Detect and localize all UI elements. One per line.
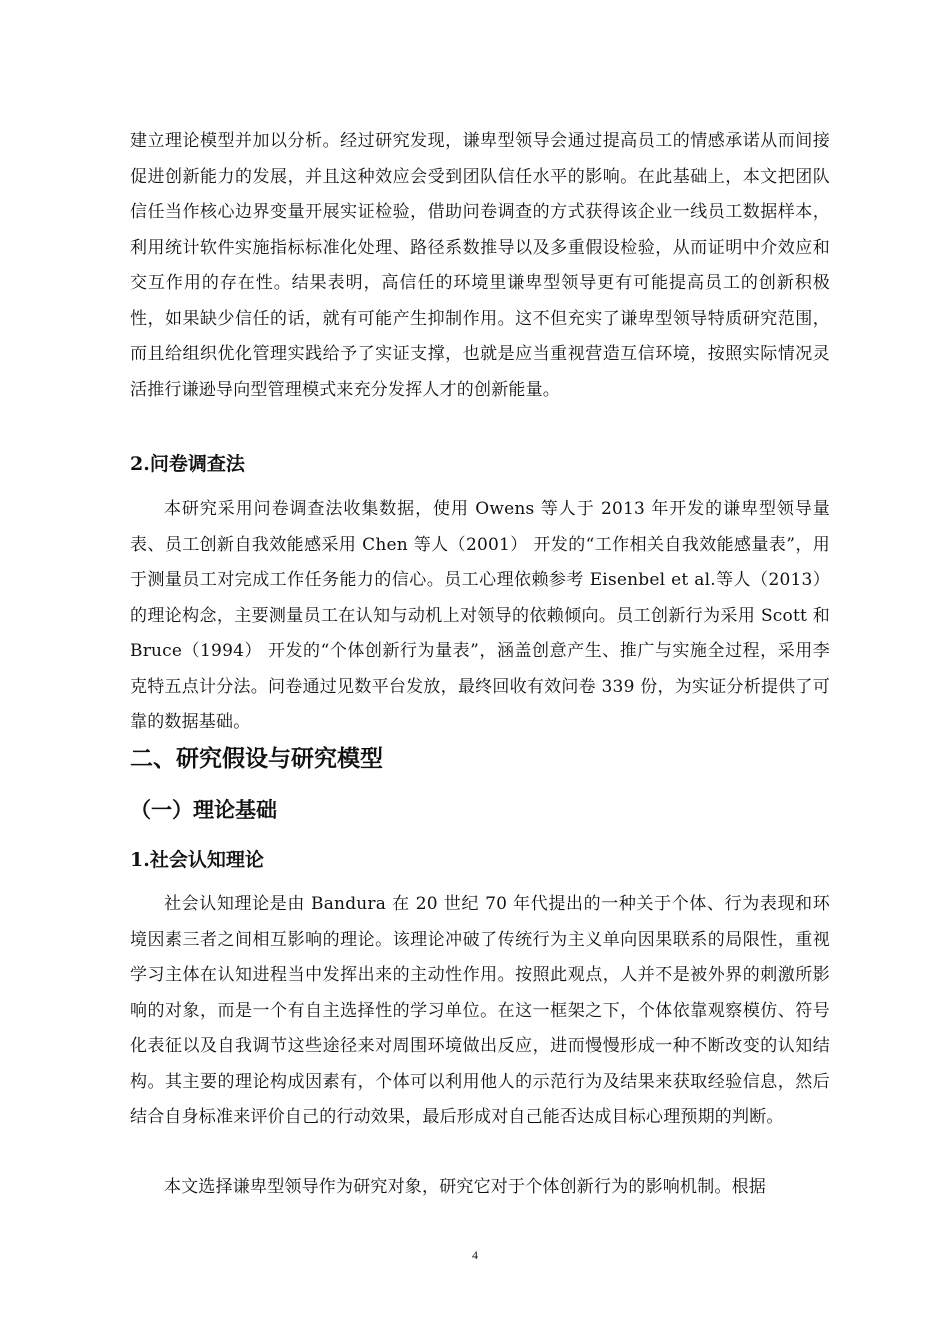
heading-theory-basis: （一）理论基础 [130,797,277,822]
heading-questionnaire-method: 2.问卷调查法 [130,453,245,475]
paragraph-research-object: 本文选择谦卑型领导作为研究对象，研究它对于个体创新行为的影响机制。根据 [164,1177,766,1197]
paragraph-social-cognitive: 社会认知理论是由 Bandura 在 20 世纪 70 年代提出的一种关于个体、行为表现和环境因素三者之间相互影响的理论。该理论冲破了传统行为主义单向因果联系的局限性，重视学习主体在认知进程当中发挥出来的主动性作用。按照此观点，人并不是被外界的刺激所影响的对象，而是一个有自主选择性的学习单位。在这一框架之下，个体依靠观察模仿、符号化表征以及自我调节这些途径来对周围环境做出反应，进而慢慢形成一种不断改变的认知结构。其主要的理论构成因素有，个体可以利用他人的示范行为及结果来获取经验信息，然后结合自身标准来评价自己的行动效果，最后形成对自己能否达成目标心理预期的判断。 [130,894,830,1127]
heading-social-cognitive-theory: 1.社会认知理论 [130,849,264,871]
paragraph-questionnaire: 本研究采用问卷调查法收集数据，使用 Owens 等人于 2013 年开发的谦卑型领导量表、员工创新自我效能感采用 Chen 等人（2001） 开发的“工作相关自我效能感量表”，用于测量员工对完成工作任务能力的信心。员工心理依赖参考 Eisenbel et al.等人（2013） 的理论构念，主要测量员工在认知与动机上对领导的依赖倾向。员工创新行为采用 Scott 和 Bruce（1994） 开发的“个体创新行为量表”，涵盖创意产生、推广与实施全过程，采用李克特五点计分法。问卷通过见数平台发放，最终回收有效问卷 339 份，为实证分析提供了可靠的数据基础。 [130,499,830,732]
paragraph-research-summary: 建立理论模型并加以分析。经过研究发现，谦卑型领导会通过提高员工的情感承诺从而间接促进创新能力的发展，并且这种效应会受到团队信任水平的影响。在此基础上，本文把团队信任当作核心边界变量开展实证检验，借助问卷调查的方式获得该企业一线员工数据样本，利用统计软件实施指标标准化处理、路径系数推导以及多重假设检验，从而证明中介效应和交互作用的存在性。结果表明，高信任的环境里谦卑型领导更有可能提高员工的创新积极性，如果缺少信任的话，就有可能产生抑制作用。这不但充实了谦卑型领导特质研究范围，而且给组织优化管理实践给予了实证支撑，也就是应当重视营造互信环境，按照实际情况灵活推行谦逊导向型管理模式来充分发挥人才的创新能量。 [130,131,830,400]
page-number: 4 [472,1248,478,1262]
heading-section-two: 二、研究假设与研究模型 [130,745,383,772]
